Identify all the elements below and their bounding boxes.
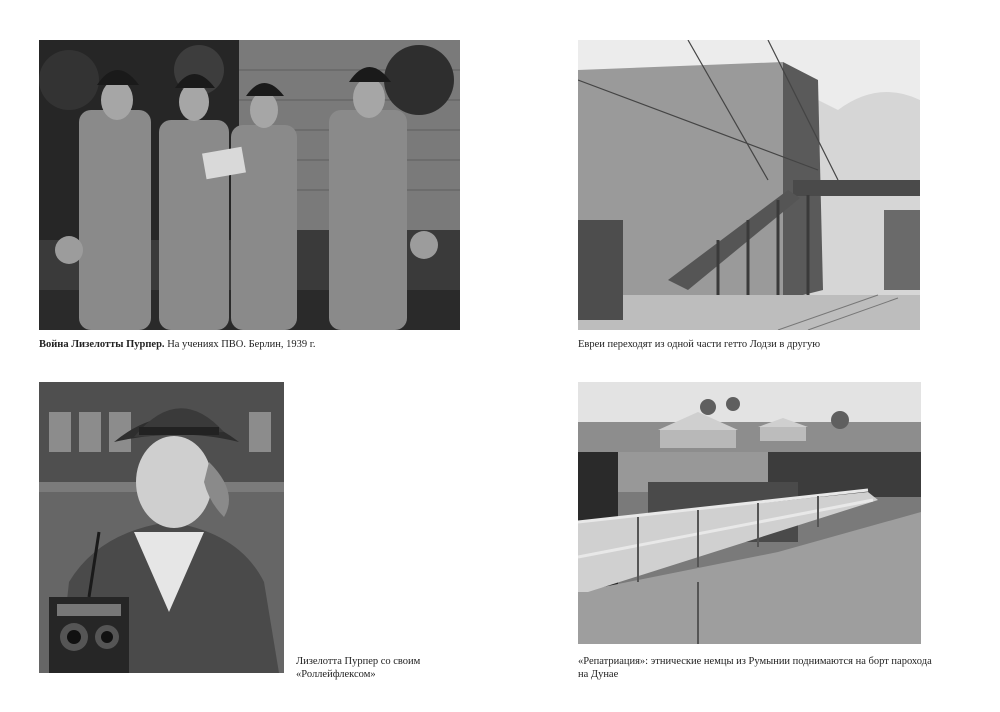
caption-text: На учениях ПВО. Берлин, 1939 г. <box>164 339 316 350</box>
photo-portrait-with-rolleiflex-caption <box>296 655 420 681</box>
caption-line-1: «Репатриация»: этнические немцы из Румынии поднимаются на борт парохода <box>578 656 932 667</box>
photo-lodz-ghetto-bridge-image <box>578 40 920 330</box>
caption-line-2: «Роллейфлексом» <box>296 669 376 680</box>
photo-repatriation-danube <box>578 382 921 644</box>
photo-air-defense-drill <box>39 40 460 330</box>
caption-text: Евреи переходят из одной части гетто Лодзи в другую <box>578 339 821 350</box>
photo-portrait-with-rolleiflex-image <box>39 382 284 673</box>
photo-lodz-ghetto-bridge-caption <box>578 338 820 351</box>
photo-air-defense-drill-caption <box>39 338 316 351</box>
photo-portrait-with-rolleiflex <box>39 382 284 673</box>
caption-line-1: Лизелотта Пурпер со своим <box>296 656 421 667</box>
photo-repatriation-danube-caption <box>578 655 932 681</box>
photo-air-defense-drill-image <box>39 40 460 330</box>
photo-repatriation-danube-image <box>578 382 921 644</box>
caption-line-2: на Дунае <box>578 669 619 680</box>
photo-lodz-ghetto-bridge <box>578 40 920 330</box>
caption-bold-title: Война Лизелотты Пурпер. <box>39 339 165 350</box>
